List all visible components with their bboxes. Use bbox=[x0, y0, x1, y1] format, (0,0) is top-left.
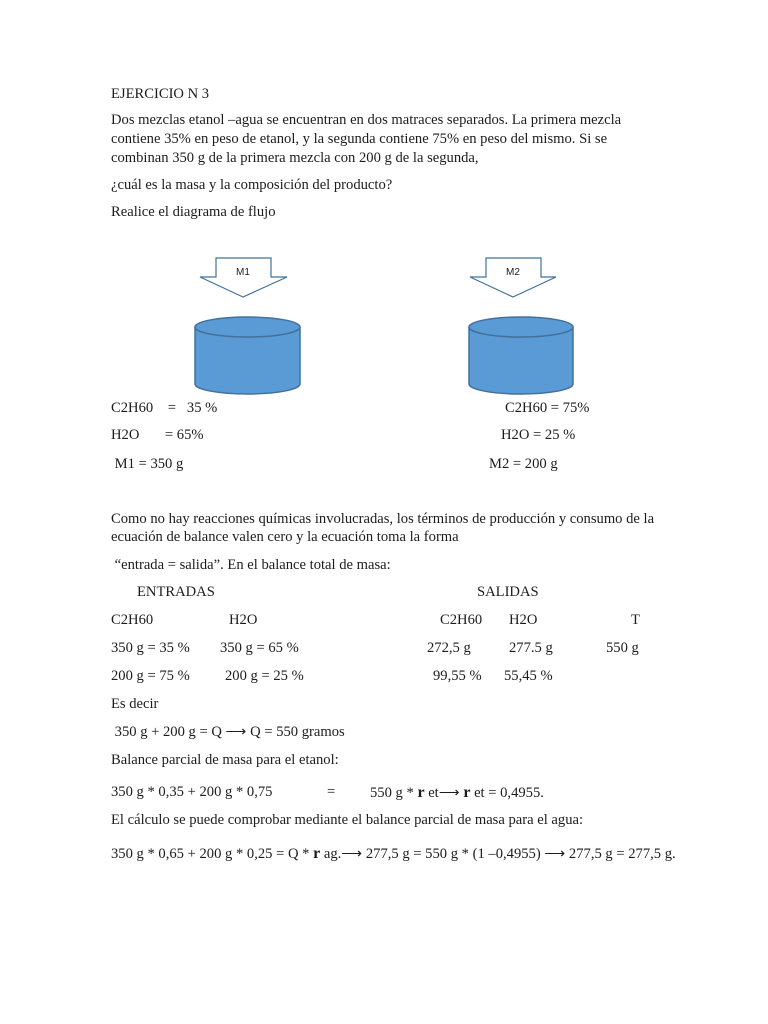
eq-text: et⟶ bbox=[424, 785, 464, 801]
table-cell: 277.5 g bbox=[509, 640, 553, 656]
left-composition-ethanol: C2H60 = 35 % bbox=[111, 400, 218, 416]
table-cell: 55,45 % bbox=[504, 668, 553, 684]
salidas-label: SALIDAS bbox=[477, 584, 539, 600]
eq-text: et = 0,4955. bbox=[470, 785, 544, 801]
es-decir: Es decir bbox=[111, 696, 159, 712]
ethanol-equation-lhs: 350 g * 0,35 + 200 g * 0,75 bbox=[111, 784, 273, 800]
table-header: H2O bbox=[509, 612, 538, 628]
table-cell: 99,55 % bbox=[433, 668, 482, 684]
table-cell: 350 g = 35 % bbox=[111, 640, 190, 656]
ethanol-balance-heading: Balance parcial de masa para el etanol: bbox=[111, 752, 339, 768]
arrow-label-m2: M2 bbox=[506, 267, 520, 278]
right-composition-water: H2O = 25 % bbox=[501, 427, 576, 443]
table-cell: 550 g bbox=[606, 640, 639, 656]
table-header: C2H60 bbox=[440, 612, 483, 628]
table-cell: 200 g = 25 % bbox=[225, 668, 304, 684]
water-equation bbox=[111, 845, 676, 863]
left-mass: M1 = 350 g bbox=[111, 456, 184, 472]
question: ¿cuál es la masa y la composición del producto? bbox=[111, 177, 393, 193]
mass-fraction-symbol: r bbox=[463, 784, 471, 801]
water-balance-heading: El cálculo se puede comprobar mediante el balance parcial de masa para el agua: bbox=[111, 812, 584, 828]
mass-fraction-symbol: r bbox=[417, 784, 425, 801]
right-mass: M2 = 200 g bbox=[489, 456, 558, 472]
ethanol-equation-rhs bbox=[370, 784, 544, 802]
eq-text: 550 g * bbox=[370, 785, 418, 801]
instruction: Realice el diagrama de flujo bbox=[111, 204, 276, 220]
explanation-line-3: “entrada = salida”. En el balance total de masa: bbox=[111, 557, 391, 573]
table-header: H2O bbox=[229, 612, 258, 628]
explanation-line-1: Como no hay reacciones químicas involucradas, los términos de producción y consumo de la bbox=[111, 511, 655, 527]
left-composition-water: H2O = 65% bbox=[111, 427, 204, 443]
mass-fraction-symbol: r bbox=[313, 845, 321, 862]
tank-2 bbox=[469, 317, 573, 394]
table-header: T bbox=[631, 612, 640, 628]
flow-arrow-m1 bbox=[200, 258, 287, 297]
flow-arrow-m2 bbox=[470, 258, 556, 297]
intro-line-3: combinan 350 g de la primera mezcla con 200 g de la segunda, bbox=[111, 150, 479, 166]
exercise-title: EJERCICIO N 3 bbox=[111, 86, 210, 102]
total-mass-equation: 350 g + 200 g = Q ⟶ Q = 550 gramos bbox=[111, 724, 345, 740]
table-cell: 272,5 g bbox=[427, 640, 471, 656]
entradas-label: ENTRADAS bbox=[137, 584, 215, 600]
eq-text: ag.⟶ 277,5 g = 550 g * (1 –0,4955) ⟶ 277,5 g = 277,5 g. bbox=[320, 846, 676, 862]
table-cell: 200 g = 75 % bbox=[111, 668, 190, 684]
arrow-label-m1: M1 bbox=[236, 267, 250, 278]
intro-line-1: Dos mezclas etanol –agua se encuentran en dos matraces separados. La primera mezcla bbox=[111, 112, 622, 128]
intro-line-2: contiene 35% en peso de etanol, y la segunda contiene 75% en peso del mismo. Si se bbox=[111, 131, 608, 147]
tank-1 bbox=[195, 317, 300, 394]
table-cell: 350 g = 65 % bbox=[220, 640, 299, 656]
eq-text: 350 g * 0,65 + 200 g * 0,25 = Q * bbox=[111, 846, 314, 862]
table-header: C2H60 bbox=[111, 612, 154, 628]
explanation-line-2: ecuación de balance valen cero y la ecuación toma la forma bbox=[111, 529, 459, 545]
ethanol-equation-equals: = bbox=[327, 784, 336, 800]
right-composition-ethanol: C2H60 = 75% bbox=[505, 400, 590, 416]
